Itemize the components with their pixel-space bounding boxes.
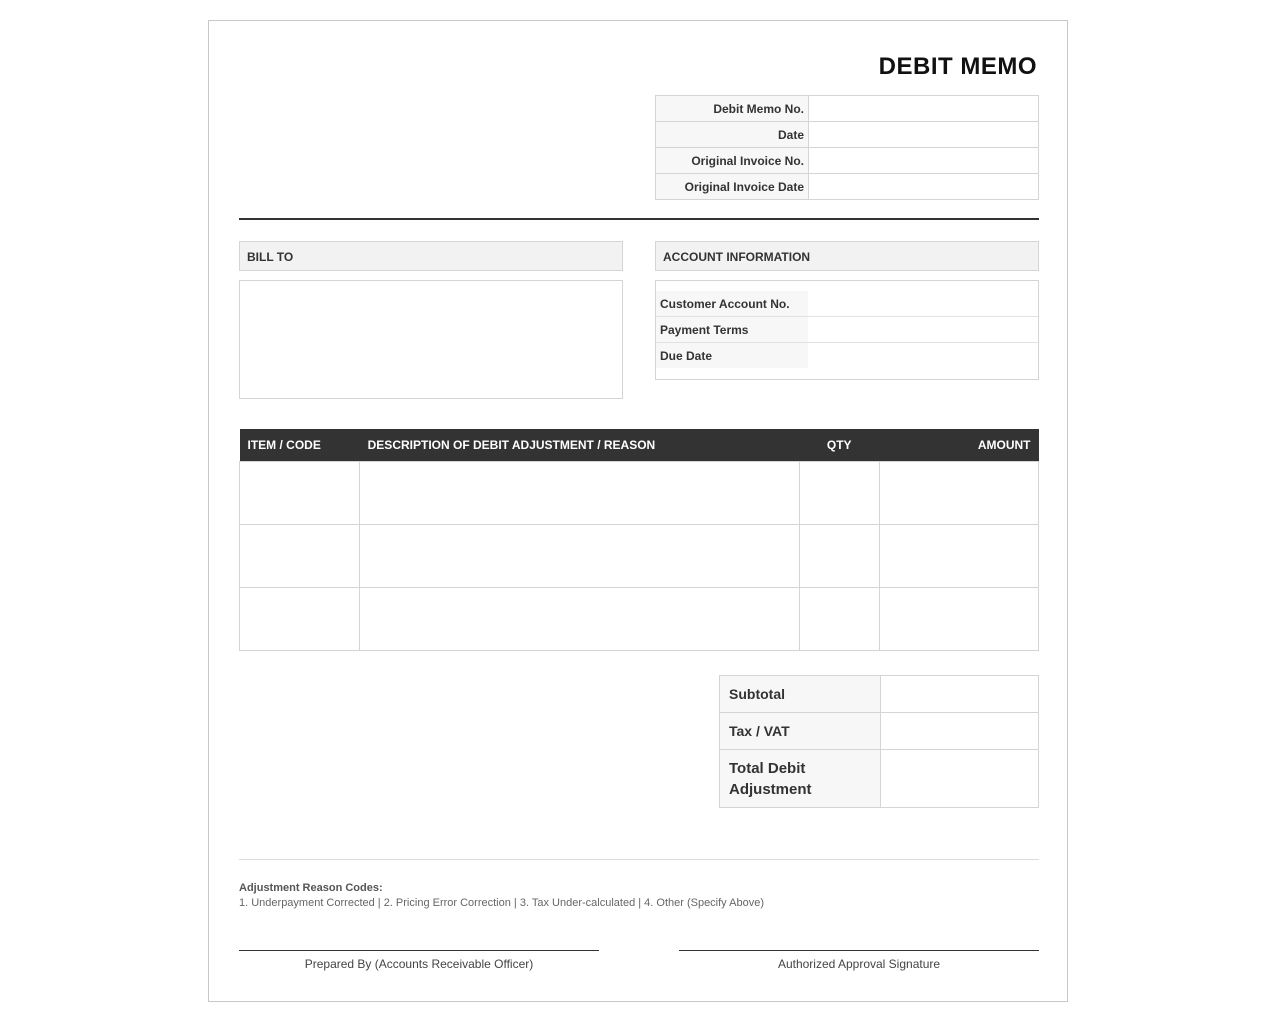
description-cell[interactable] bbox=[360, 525, 800, 588]
memo-meta-table bbox=[655, 95, 1039, 200]
amount-cell[interactable] bbox=[879, 588, 1038, 651]
item-code-cell[interactable] bbox=[240, 588, 360, 651]
account-label: Customer Account No. bbox=[656, 291, 808, 317]
account-row bbox=[656, 343, 1038, 369]
meta-label: Debit Memo No. bbox=[656, 96, 809, 122]
qty-cell[interactable] bbox=[799, 525, 879, 588]
debit-memo-no-field[interactable] bbox=[809, 96, 1039, 122]
item-code-cell[interactable] bbox=[240, 462, 360, 525]
subtotal-label: Subtotal bbox=[720, 676, 881, 713]
meta-label: Original Invoice No. bbox=[656, 148, 809, 174]
date-field[interactable] bbox=[809, 122, 1039, 148]
account-label: Payment Terms bbox=[656, 317, 808, 343]
description-cell[interactable] bbox=[360, 588, 800, 651]
account-row bbox=[656, 291, 1038, 317]
tax-label: Tax / VAT bbox=[720, 713, 881, 750]
item-code-cell[interactable] bbox=[240, 525, 360, 588]
account-info-box bbox=[655, 280, 1039, 380]
document-title: DEBIT MEMO bbox=[878, 53, 1037, 80]
qty-cell[interactable] bbox=[799, 462, 879, 525]
due-date-field[interactable] bbox=[808, 343, 1038, 369]
meta-row bbox=[656, 174, 1039, 200]
amount-cell[interactable] bbox=[879, 462, 1038, 525]
column-header-amount: AMOUNT bbox=[879, 429, 1038, 462]
header-divider bbox=[239, 218, 1039, 220]
reason-codes-heading: Adjustment Reason Codes: bbox=[239, 882, 383, 894]
bill-to-field[interactable] bbox=[239, 280, 623, 399]
debit-memo-page bbox=[208, 20, 1068, 1002]
reason-codes-note bbox=[239, 881, 764, 911]
prepared-by-signature-line: Prepared By (Accounts Receivable Officer) bbox=[239, 950, 599, 971]
meta-row bbox=[656, 96, 1039, 122]
totals-row bbox=[720, 676, 1039, 713]
original-invoice-no-field[interactable] bbox=[809, 148, 1039, 174]
account-label: Due Date bbox=[656, 343, 808, 369]
amount-cell[interactable] bbox=[879, 525, 1038, 588]
approval-signature-line: Authorized Approval Signature bbox=[679, 950, 1039, 971]
total-debit-adjustment-label: Total Debit Adjustment bbox=[720, 750, 881, 808]
totals-row bbox=[720, 713, 1039, 750]
meta-label: Date bbox=[656, 122, 809, 148]
meta-row bbox=[656, 148, 1039, 174]
qty-cell[interactable] bbox=[799, 588, 879, 651]
table-row bbox=[240, 588, 1039, 651]
column-header-item-code: ITEM / CODE bbox=[240, 429, 360, 462]
meta-label: Original Invoice Date bbox=[656, 174, 809, 200]
totals-row bbox=[720, 750, 1039, 808]
payment-terms-field[interactable] bbox=[808, 317, 1038, 343]
table-row bbox=[240, 462, 1039, 525]
description-cell[interactable] bbox=[360, 462, 800, 525]
column-header-description: DESCRIPTION OF DEBIT ADJUSTMENT / REASON bbox=[360, 429, 800, 462]
meta-row bbox=[656, 122, 1039, 148]
original-invoice-date-field[interactable] bbox=[809, 174, 1039, 200]
footer-divider bbox=[239, 859, 1039, 860]
account-info-table bbox=[656, 291, 1038, 368]
customer-account-no-field[interactable] bbox=[808, 291, 1038, 317]
account-row bbox=[656, 317, 1038, 343]
table-row bbox=[240, 525, 1039, 588]
tax-field[interactable] bbox=[881, 713, 1039, 750]
line-items-header bbox=[240, 429, 1039, 462]
total-debit-adjustment-field[interactable] bbox=[881, 750, 1039, 808]
column-header-qty: QTY bbox=[799, 429, 879, 462]
line-items-table bbox=[239, 429, 1039, 651]
account-info-heading: ACCOUNT INFORMATION bbox=[655, 241, 1039, 271]
bill-to-heading: BILL TO bbox=[239, 241, 623, 271]
subtotal-field[interactable] bbox=[881, 676, 1039, 713]
totals-table bbox=[719, 675, 1039, 808]
reason-codes-text: 1. Underpayment Corrected | 2. Pricing Error Correction | 3. Tax Under-calculated | 4. Other (Specify Above) bbox=[239, 897, 764, 909]
